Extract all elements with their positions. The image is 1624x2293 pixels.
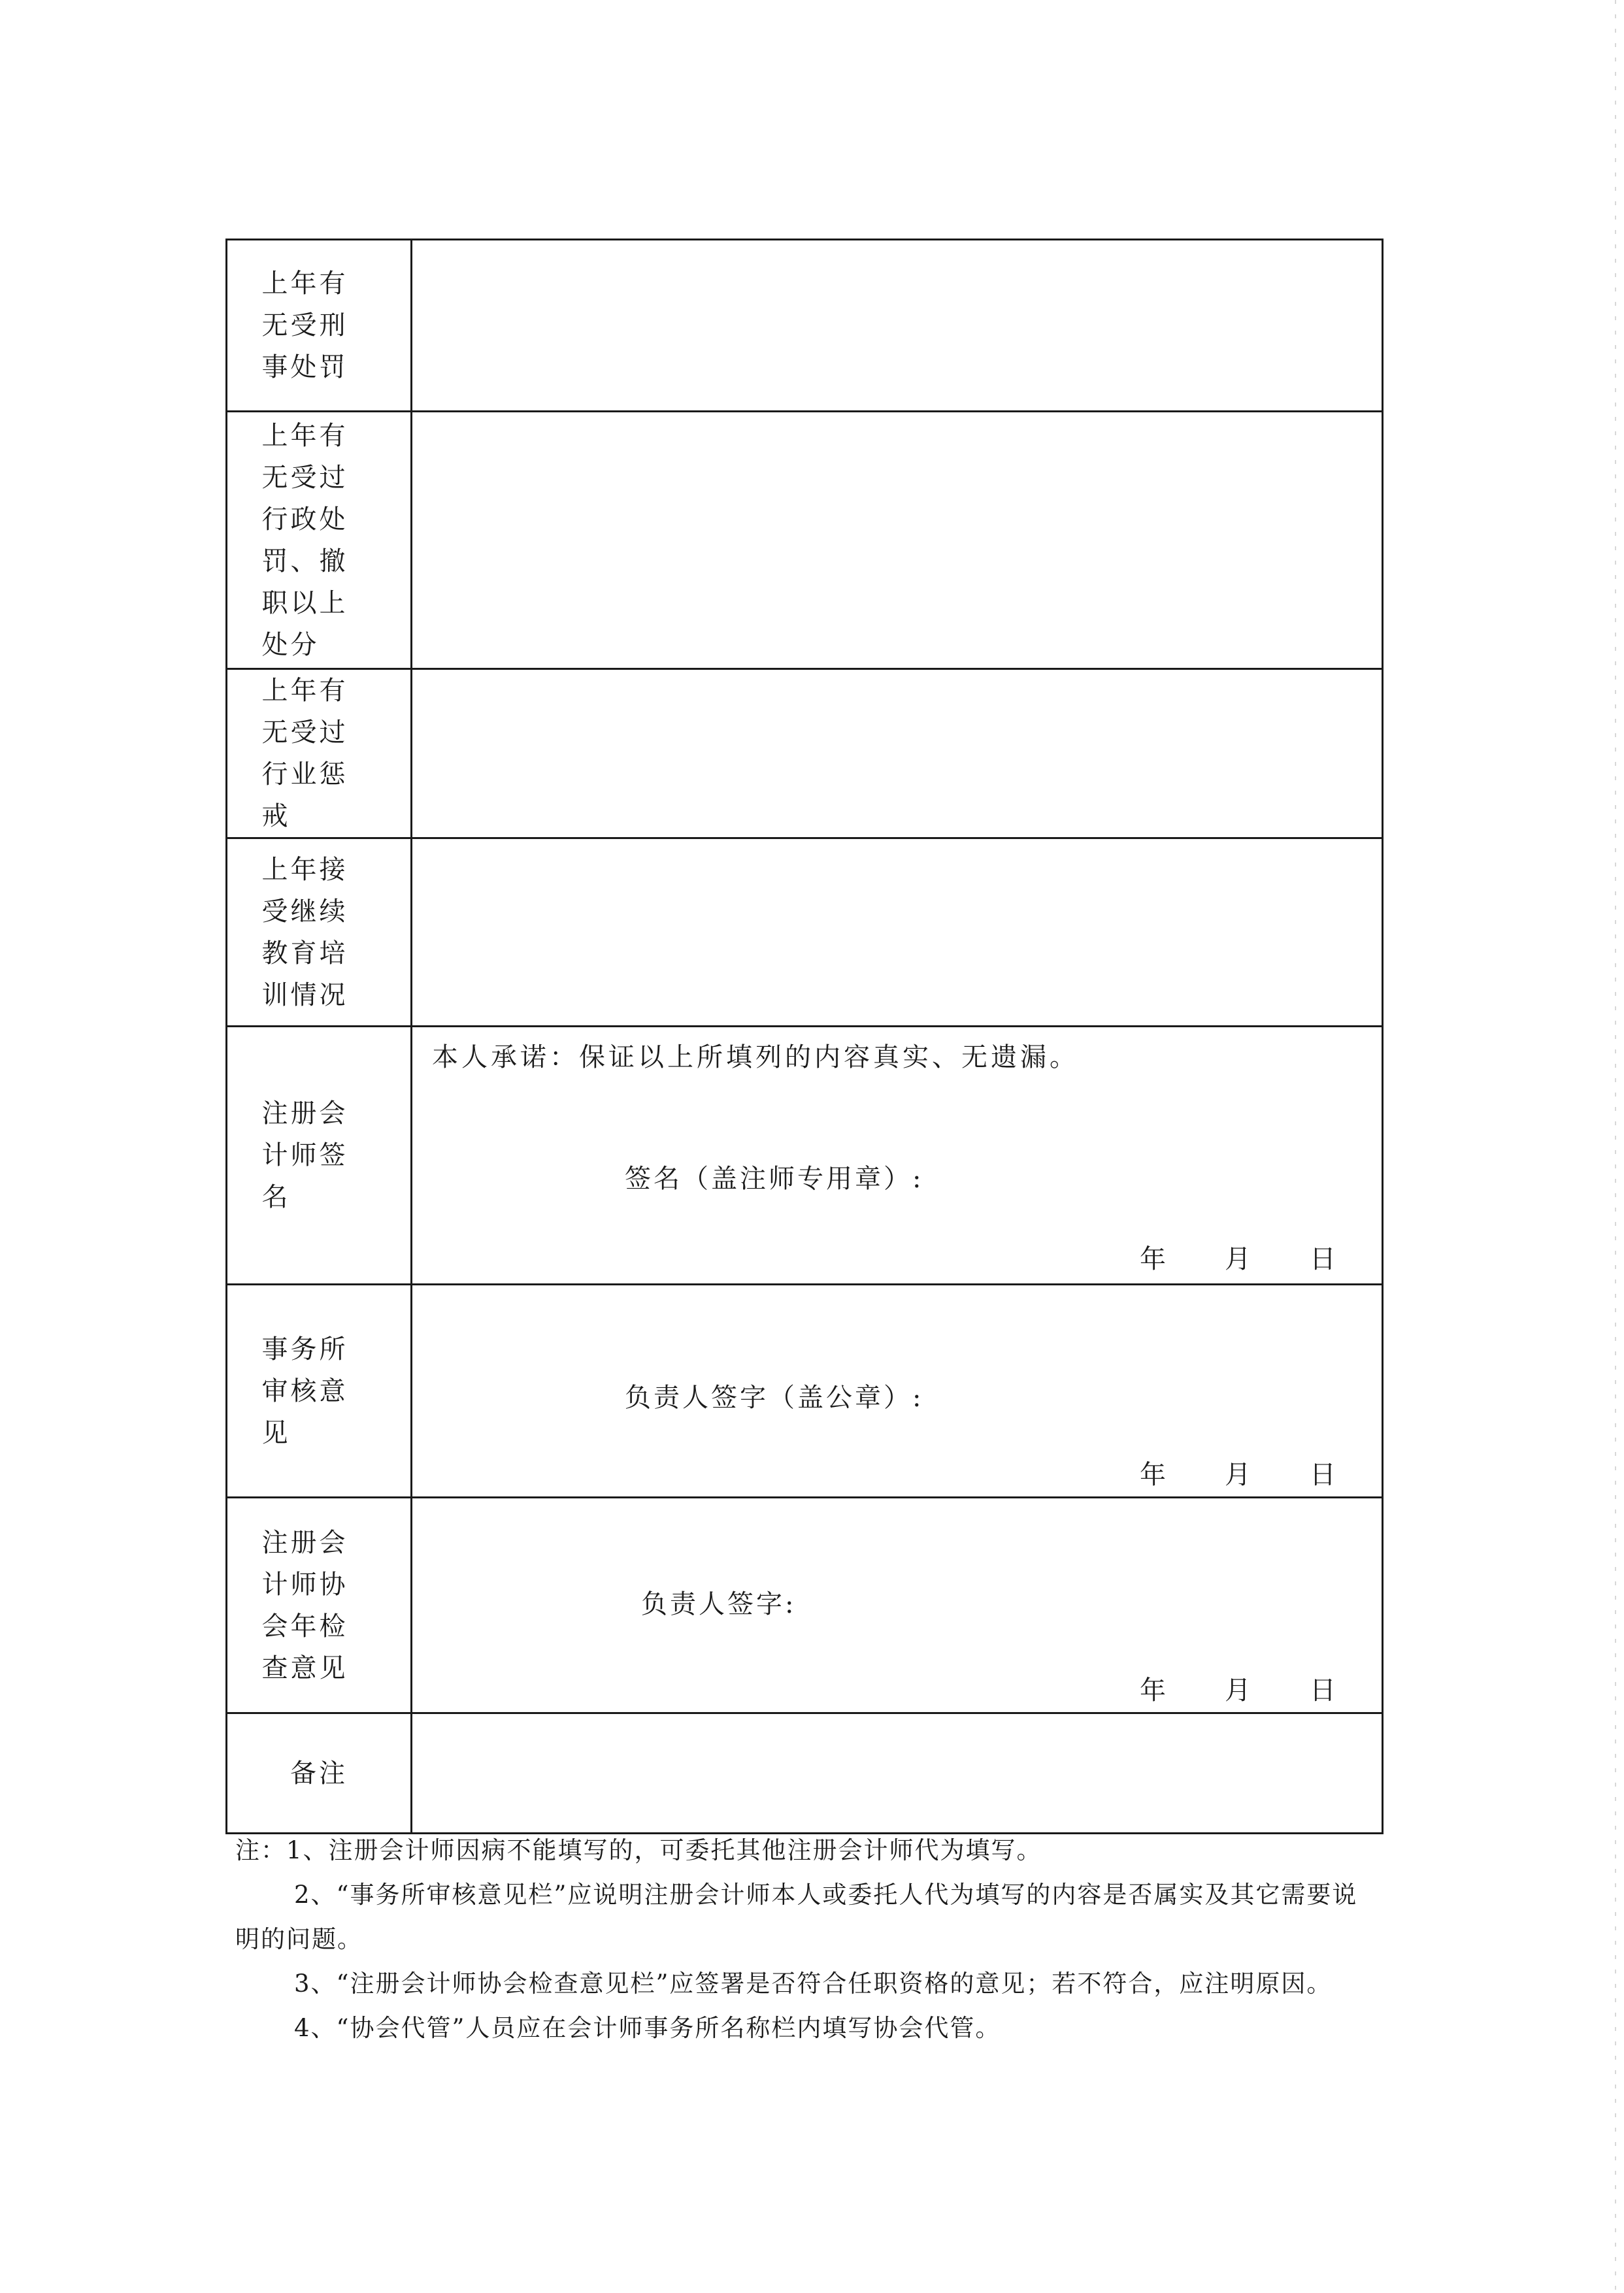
scan-edge-artifact <box>1615 0 1616 2293</box>
form-row <box>227 669 1383 838</box>
day-label: 日 <box>1310 1244 1336 1274</box>
row-content-cell[interactable] <box>412 412 1383 669</box>
note-item: 2、“事务所审核意见栏”应说明注册会计师本人或委托人代为填写的内容是否属实及其它需要说明的问题。 <box>235 1881 1358 1953</box>
signature-label: 负责人签字（盖公章）: <box>625 1383 924 1413</box>
row-label: 注册会计师协会年检查意见 <box>261 1527 348 1683</box>
row-label-cell <box>227 240 412 412</box>
row-label: 注册会计师签名 <box>261 1098 348 1212</box>
row-label-cell <box>227 1027 412 1285</box>
row-content-cell[interactable] <box>412 1027 1383 1285</box>
notes-section <box>235 1828 1376 2051</box>
row-label-cell <box>227 1498 412 1713</box>
row-content-cell[interactable] <box>412 1498 1383 1713</box>
pledge-text: 本人承诺：保证以上所填列的内容真实、无遗漏。 <box>432 1042 1079 1072</box>
row-content-cell[interactable] <box>412 669 1383 838</box>
note-item: 注：1、注册会计师因病不能填写的，可委托其他注册会计师代为填写。 <box>235 1836 1042 1864</box>
month-label: 月 <box>1225 1244 1251 1274</box>
row-content-cell[interactable] <box>412 1713 1383 1834</box>
month-label: 月 <box>1225 1675 1251 1706</box>
row-label: 上年有无受过行业惩戒 <box>261 676 348 831</box>
form-row <box>227 412 1383 669</box>
row-label: 上年有无受刑事处罚 <box>261 269 348 382</box>
note-item: 3、“注册会计师协会检查意见栏”应签署是否符合任职资格的意见；若不符合，应注明原因。 <box>294 1970 1333 1998</box>
form-row <box>227 1498 1383 1713</box>
row-label-cell <box>227 838 412 1027</box>
date-line <box>1140 1670 1336 1707</box>
registration-form-table <box>225 239 1384 1834</box>
row-label: 备注 <box>290 1758 348 1789</box>
row-label-cell <box>227 412 412 669</box>
form-row <box>227 1713 1383 1834</box>
form-row <box>227 1027 1383 1285</box>
row-label: 事务所审核意见 <box>261 1334 348 1448</box>
row-label-cell <box>227 1285 412 1498</box>
row-content-cell[interactable] <box>412 240 1383 412</box>
note-item: 4、“协会代管”人员应在会计师事务所名称栏内填写协会代管。 <box>294 2014 1001 2042</box>
row-content-cell[interactable] <box>412 838 1383 1027</box>
row-label-cell <box>227 1713 412 1834</box>
date-line <box>1140 1454 1336 1491</box>
form-row <box>227 1285 1383 1498</box>
year-label: 年 <box>1140 1244 1166 1274</box>
signature-label: 签名（盖注师专用章）: <box>625 1164 924 1194</box>
row-label-cell <box>227 669 412 838</box>
row-label: 上年接受继续教育培训情况 <box>261 854 348 1010</box>
day-label: 日 <box>1310 1460 1336 1490</box>
date-line <box>1140 1238 1336 1276</box>
signature-label: 负责人签字: <box>641 1589 797 1619</box>
year-label: 年 <box>1140 1460 1166 1490</box>
day-label: 日 <box>1310 1675 1336 1706</box>
row-label: 上年有无受过行政处罚、撤职以上处分 <box>261 420 348 660</box>
year-label: 年 <box>1140 1675 1166 1706</box>
form-row <box>227 838 1383 1027</box>
month-label: 月 <box>1225 1460 1251 1490</box>
form-row <box>227 240 1383 412</box>
row-content-cell[interactable] <box>412 1285 1383 1498</box>
